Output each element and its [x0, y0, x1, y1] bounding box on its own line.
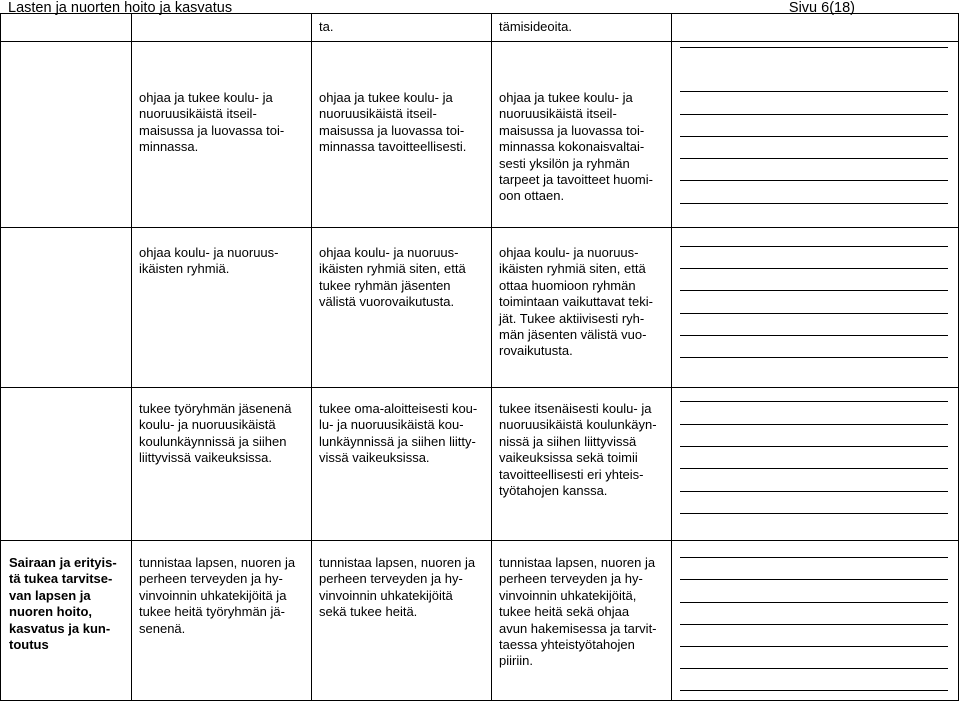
row0-col2-text: ta. — [319, 19, 334, 34]
row-divider — [1, 540, 959, 541]
row1-col3-text: ohjaa ja tukee koulu- ja nuoruusikäistä itseil- maisussa ja luovassa toi- minnassa kokonaisvaltai- sesti yksilön ja ryhmän tarpeet ja tavoitteet huomi- oon ottaen. — [499, 90, 653, 204]
writing-line — [680, 468, 948, 469]
column-divider — [491, 14, 492, 701]
row3-col3-text: tukee itsenäisesti koulu- ja nuoruusikäistä koulunkäyn- nissä ja siihen liittyvissä vaikeuksissa sekä toimii tavoitteellisesti eri yhteis- työtahojen kanssa. — [499, 401, 657, 499]
writing-line — [680, 136, 948, 137]
row1-col2-text: ohjaa ja tukee koulu- ja nuoruusikäistä itseil- maisussa ja luovassa toi- minnassa tavoitteellisesti. — [319, 90, 467, 155]
writing-line — [680, 557, 948, 558]
column-divider — [311, 14, 312, 701]
column-divider — [958, 14, 959, 701]
writing-line — [680, 668, 948, 669]
writing-line — [680, 91, 948, 92]
writing-line — [680, 246, 948, 247]
writing-line — [680, 47, 948, 48]
writing-line — [680, 180, 948, 181]
page-number: Sivu 6(18) — [788, 0, 855, 16]
writing-line — [680, 203, 948, 204]
row-divider — [1, 387, 959, 388]
row2-col3-text: ohjaa koulu- ja nuoruus- ikäisten ryhmiä siten, että ottaa huomioon ryhmän toimintaan vaikuttavat teki- jät. Tukee aktiivisesti ryh- män jäsenten välistä vuo- rovaikutusta. — [499, 245, 653, 359]
writing-line — [680, 602, 948, 603]
writing-line — [680, 491, 948, 492]
row4-col1-text: tunnistaa lapsen, nuoren ja perheen terveyden ja hy- vinvoinnin uhkatekijöitä ja tukee heitä työryhmän jä- senenä. — [139, 555, 296, 636]
writing-line — [680, 335, 948, 336]
row3-col2-text: tukee oma-aloitteisesti kou- lu- ja nuoruusikäistä kou- lunkäynnissä ja siihen liitty- vissä vaikeuksissa. — [319, 401, 478, 466]
writing-line — [680, 446, 948, 447]
writing-line — [680, 268, 948, 269]
writing-line — [680, 646, 948, 647]
writing-line — [680, 690, 948, 691]
writing-line — [680, 158, 948, 159]
row1-col1-text: ohjaa ja tukee koulu- ja nuoruusikäistä itseil- maisussa ja luovassa toi- minnassa. — [139, 90, 285, 155]
writing-line — [680, 424, 948, 425]
writing-line — [680, 357, 948, 358]
row-divider — [1, 41, 959, 42]
column-divider — [671, 14, 672, 701]
writing-line — [680, 624, 948, 625]
row4-col3-text: tunnistaa lapsen, nuoren ja perheen terveyden ja hy- vinvoinnin uhkatekijöitä, tukee heitä sekä ohjaa avun hakemisessa ja tarvit- taessa yhteistyötahojen piiriin. — [499, 555, 657, 669]
writing-line — [680, 579, 948, 580]
writing-line — [680, 114, 948, 115]
writing-line — [680, 513, 948, 514]
row3-col1-text: tukee työryhmän jäsenenä koulu- ja nuoruusikäistä koulunkäynnissä ja siihen liittyvissä vaikeuksissa. — [139, 401, 292, 466]
column-divider — [131, 14, 132, 701]
document-title: Lasten ja nuorten hoito ja kasvatus — [8, 0, 233, 16]
row-divider — [1, 227, 959, 228]
row0-col3-text: tämisideoita. — [499, 19, 572, 34]
row-divider — [1, 700, 959, 701]
row2-col2-text: ohjaa koulu- ja nuoruus- ikäisten ryhmiä siten, että tukee ryhmän jäsenten välistä vuorovaikutusta. — [319, 245, 466, 310]
row4-category-label: Sairaan ja erityis- tä tukea tarvitse- van lapsen ja nuoren hoito, kasvatus ja kun- toutus — [9, 555, 117, 653]
row4-col2-text: tunnistaa lapsen, nuoren ja perheen terveyden ja hy- vinvoinnin uhkatekijöitä sekä tukee heitä. — [319, 555, 476, 620]
writing-line — [680, 313, 948, 314]
row2-col1-text: ohjaa koulu- ja nuoruus- ikäisten ryhmiä. — [139, 245, 279, 277]
writing-line — [680, 290, 948, 291]
writing-line — [680, 401, 948, 402]
